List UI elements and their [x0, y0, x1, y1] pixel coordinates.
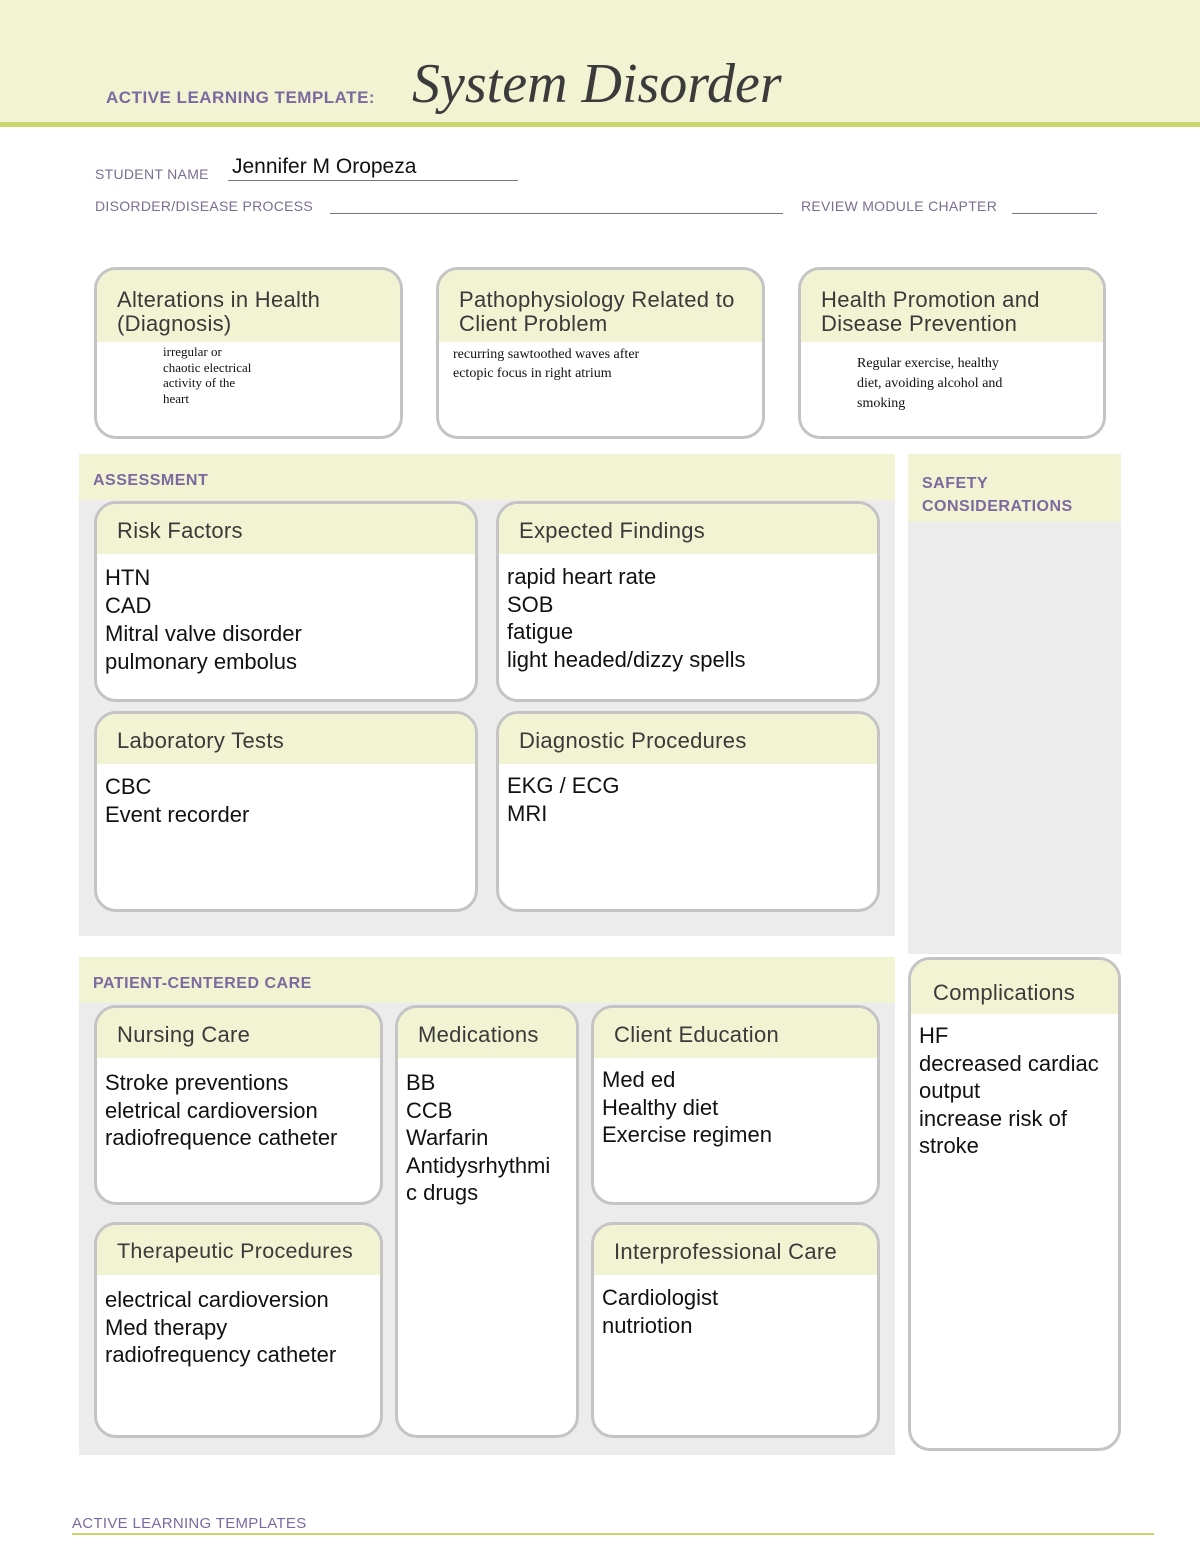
pathophysiology-body[interactable]: recurring sawtoothed waves after ectopic focus in right atrium	[453, 347, 640, 381]
pathophysiology-title: Pathophysiology Related to Client Problem	[439, 270, 762, 342]
assessment-title: ASSESSMENT	[93, 472, 209, 489]
expected-findings-title: Expected Findings	[499, 504, 877, 554]
alterations-title: Alterations in Health (Diagnosis)	[97, 270, 400, 342]
diagnostic-procedures-title: Diagnostic Procedures	[499, 714, 877, 764]
alterations-body[interactable]: irregular or chaotic electrical activity of the heart	[163, 344, 252, 406]
footer-rule	[72, 1533, 1154, 1535]
template-title: System Disorder	[412, 53, 782, 115]
complications-title: Complications	[911, 960, 1118, 1014]
health-promotion-title: Health Promotion and Disease Prevention	[801, 270, 1103, 342]
student-name-label: STUDENT NAME	[95, 166, 209, 182]
risk-factors-box	[94, 501, 478, 702]
client-education-title: Client Education	[594, 1008, 877, 1058]
medications-body[interactable]: BB CCB Warfarin Antidysrhythmi c drugs	[406, 1070, 551, 1205]
safety-title: SAFETY CONSIDERATIONS	[922, 475, 1073, 515]
review-module-label: REVIEW MODULE CHAPTER	[801, 198, 998, 214]
laboratory-tests-box	[94, 711, 478, 912]
patient-care-title: PATIENT-CENTERED CARE	[93, 975, 312, 992]
interprofessional-care-box	[591, 1222, 880, 1438]
disorder-line	[330, 213, 783, 214]
diagnostic-procedures-box	[496, 711, 880, 912]
disorder-label: DISORDER/DISEASE PROCESS	[95, 198, 314, 214]
risk-factors-body[interactable]: HTN CAD Mitral valve disorder pulmonary embolus	[105, 565, 302, 674]
nursing-care-box	[94, 1005, 383, 1205]
pathophysiology-box	[436, 267, 765, 439]
therapeutic-procedures-body[interactable]: electrical cardioversion Med therapy radiofrequency catheter	[105, 1287, 337, 1367]
health-promotion-body[interactable]: Regular exercise, healthy diet, avoiding alcohol and smoking	[857, 356, 1003, 411]
risk-factors-title: Risk Factors	[97, 504, 475, 554]
footer-label: ACTIVE LEARNING TEMPLATES	[72, 1515, 307, 1532]
medications-title: Medications	[398, 1008, 576, 1058]
laboratory-tests-body[interactable]: CBC Event recorder	[105, 774, 250, 827]
interprofessional-care-title: Interprofessional Care	[594, 1225, 877, 1275]
diagnostic-procedures-body[interactable]: EKG / ECG MRI	[507, 773, 620, 826]
alterations-box	[94, 267, 403, 439]
client-education-box	[591, 1005, 880, 1205]
medications-box	[395, 1005, 579, 1438]
template-label: ACTIVE LEARNING TEMPLATE:	[106, 88, 376, 107]
safety-panel	[908, 454, 1121, 954]
therapeutic-procedures-title: Therapeutic Procedures	[97, 1225, 380, 1275]
review-module-line	[1012, 213, 1097, 214]
interprofessional-care-body[interactable]: Cardiologist nutriotion	[602, 1285, 719, 1338]
nursing-care-body[interactable]: Stroke preventions eletrical cardioversion radiofrequence catheter	[105, 1070, 338, 1150]
laboratory-tests-title: Laboratory Tests	[97, 714, 475, 764]
student-name-line	[228, 180, 518, 181]
health-promotion-box	[798, 267, 1106, 439]
complications-box	[908, 957, 1121, 1451]
client-education-body[interactable]: Med ed Healthy diet Exercise regimen	[602, 1067, 772, 1147]
complications-body[interactable]: HF decreased cardiac output increase risk of stroke	[919, 1023, 1099, 1158]
student-name-field[interactable]: Jennifer M Oropeza	[232, 155, 417, 178]
therapeutic-procedures-box	[94, 1222, 383, 1438]
header-rule	[0, 122, 1200, 127]
nursing-care-title: Nursing Care	[97, 1008, 380, 1058]
expected-findings-body[interactable]: rapid heart rate SOB fatigue light headed/dizzy spells	[507, 564, 746, 672]
expected-findings-box	[496, 501, 880, 702]
